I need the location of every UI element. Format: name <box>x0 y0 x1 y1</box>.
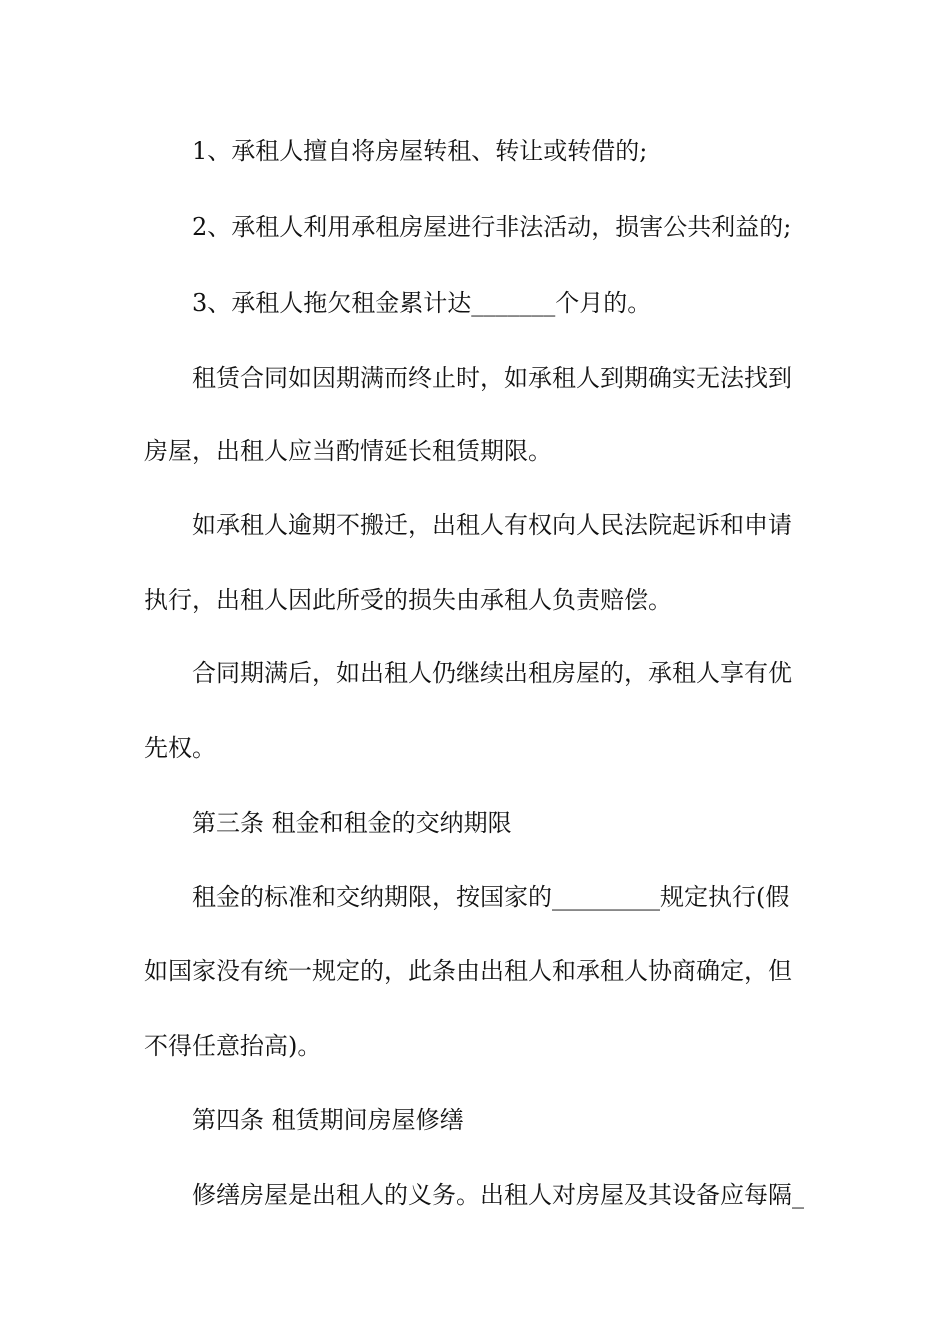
clause-item-3: 3、承租人拖欠租金累计达_______个月的。 <box>192 289 652 317</box>
paragraph-line: 租赁合同如因期满而终止时，如承租人到期确实无法找到 <box>192 364 792 392</box>
paragraph-line: 修缮房屋是出租人的义务。出租人对房屋及其设备应每隔_ <box>192 1181 804 1209</box>
paragraph-line: 租金的标准和交纳期限，按国家的_________规定执行(假 <box>192 883 790 911</box>
clause-item-2: 2、承租人利用承租房屋进行非法活动，损害公共利益的; <box>192 213 792 241</box>
paragraph-line: 不得任意抬高)。 <box>144 1032 322 1060</box>
paragraph-line: 合同期满后，如出租人仍继续出租房屋的，承租人享有优 <box>192 659 792 687</box>
section-heading: 第三条 租金和租金的交纳期限 <box>192 809 512 837</box>
paragraph-line: 如国家没有统一规定的，此条由出租人和承租人协商确定，但 <box>144 957 792 985</box>
paragraph-line: 房屋，出租人应当酌情延长租赁期限。 <box>144 437 552 465</box>
clause-item-1: 1、承租人擅自将房屋转租、转让或转借的; <box>192 137 648 165</box>
paragraph-line: 先权。 <box>144 734 216 762</box>
paragraph-line: 如承租人逾期不搬迁，出租人有权向人民法院起诉和申请 <box>192 511 792 539</box>
section-heading: 第四条 租赁期间房屋修缮 <box>192 1106 464 1134</box>
paragraph-line: 执行，出租人因此所受的损失由承租人负责赔偿。 <box>144 586 672 614</box>
